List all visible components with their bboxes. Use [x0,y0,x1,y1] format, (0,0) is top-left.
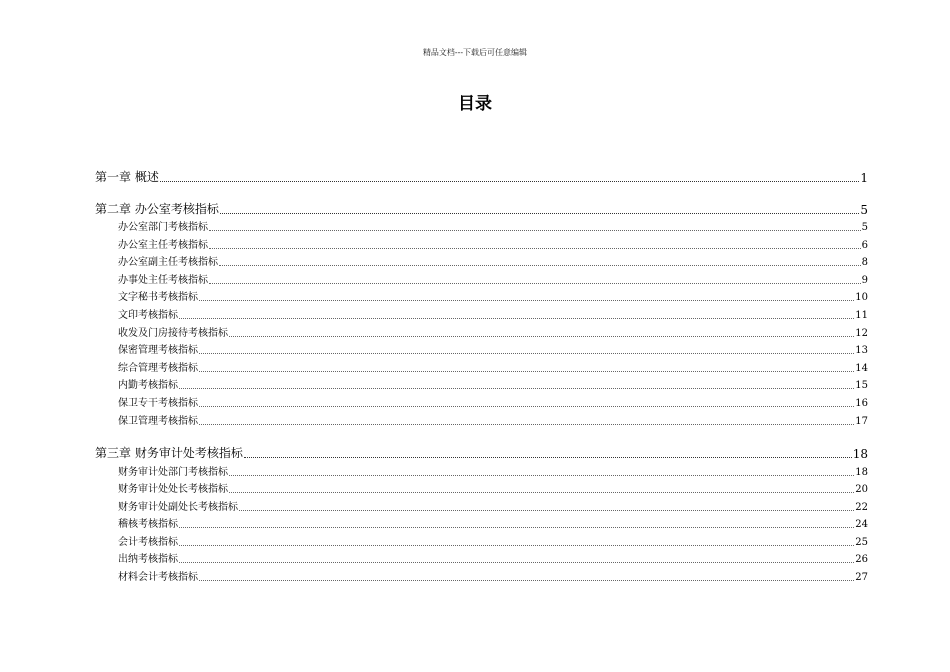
toc-label: 财务审计处部门考核指标 [118,467,228,478]
toc-label: 保卫管理考核指标 [118,416,198,427]
dot-leader [229,475,854,476]
toc-label: 保密管理考核指标 [118,345,198,356]
toc-label: 办公室部门考核指标 [118,222,208,233]
toc-section[interactable] [118,238,868,251]
toc-label: 办公室副主任考核指标 [118,257,218,268]
toc-label: 财务审计处副处长考核指标 [118,502,238,513]
toc-page-number: 5 [860,203,868,217]
toc-label: 第二章 办公室考核指标 [95,202,219,216]
toc-page-number: 6 [861,240,868,251]
dot-leader [209,230,861,231]
dot-leader [199,300,854,301]
toc-chapter[interactable] [95,169,868,185]
dot-leader [199,353,854,354]
header-note: 精品文档---下载后可任意编辑 [422,48,528,57]
toc-page-number: 13 [855,345,868,356]
dot-leader [179,318,854,319]
toc-section[interactable] [118,396,868,409]
toc-page-number: 18 [855,467,868,478]
toc-section[interactable] [118,482,868,495]
toc-page-number: 24 [855,519,868,530]
toc-page-number: 26 [855,554,868,565]
toc-page-number: 1 [860,171,868,185]
toc-label: 材料会计考核指标 [118,572,198,583]
toc-section[interactable] [118,570,868,583]
toc-label: 文字秘书考核指标 [118,292,198,303]
toc-section[interactable] [118,378,868,391]
toc-page-number: 17 [855,416,868,427]
dot-leader [179,527,854,528]
toc-section[interactable] [118,517,868,530]
toc-section[interactable] [118,535,868,548]
toc-section[interactable] [118,552,868,565]
toc-page-number: 20 [855,484,868,495]
toc-page-number: 11 [855,310,868,321]
toc-label: 财务审计处处长考核指标 [118,484,228,495]
toc-section[interactable] [118,308,868,321]
toc-chapter[interactable] [95,201,868,217]
dot-leader [199,406,854,407]
dot-leader [199,580,854,581]
toc-page-number: 14 [855,363,868,374]
toc-section[interactable] [118,343,868,356]
toc-label: 会计考核指标 [118,537,178,548]
toc-page-number: 12 [855,328,868,339]
dot-leader [179,562,854,563]
dot-leader [199,371,854,372]
toc-section[interactable] [118,500,868,513]
toc-section[interactable] [118,255,868,268]
toc-page-number: 15 [855,380,868,391]
toc-label: 办事处主任考核指标 [118,275,208,286]
toc-section[interactable] [118,465,868,478]
toc-page-number: 8 [861,257,868,268]
toc-label: 内勤考核指标 [118,380,178,391]
toc-label: 第一章 概述 [95,170,159,184]
toc-section[interactable] [118,290,868,303]
toc-page-number: 9 [861,275,868,286]
toc-section[interactable] [118,414,868,427]
toc-page-number: 22 [855,502,868,513]
dot-leader [239,510,854,511]
toc-label: 文印考核指标 [118,310,178,321]
toc-label: 收发及门房接待考核指标 [118,328,228,339]
toc-page-number: 16 [855,398,868,409]
dot-leader [179,388,854,389]
dot-leader [229,492,854,493]
toc-page-number: 10 [855,292,868,303]
toc-section[interactable] [118,361,868,374]
toc-section[interactable] [118,326,868,339]
toc-page-number: 5 [861,222,868,233]
dot-leader [244,457,852,458]
toc-chapter[interactable] [95,445,868,461]
toc-section[interactable] [118,273,868,286]
dot-leader [219,265,861,266]
toc-label: 第三章 财务审计处考核指标 [95,446,243,460]
toc-label: 综合管理考核指标 [118,363,198,374]
dot-leader [209,248,861,249]
dot-leader [160,181,860,182]
toc-page-number: 18 [852,447,868,461]
dot-leader [229,336,854,337]
toc-page-number: 27 [855,572,868,583]
dot-leader [199,424,854,425]
toc-section[interactable] [118,220,868,233]
dot-leader [179,545,854,546]
toc-page-number: 25 [855,537,868,548]
toc-label: 稽核考核指标 [118,519,178,530]
toc-label: 出纳考核指标 [118,554,178,565]
toc-label: 办公室主任考核指标 [118,240,208,251]
dot-leader [220,213,860,214]
dot-leader [209,283,861,284]
toc-title: 目录 [458,94,492,114]
toc-label: 保卫专干考核指标 [118,398,198,409]
